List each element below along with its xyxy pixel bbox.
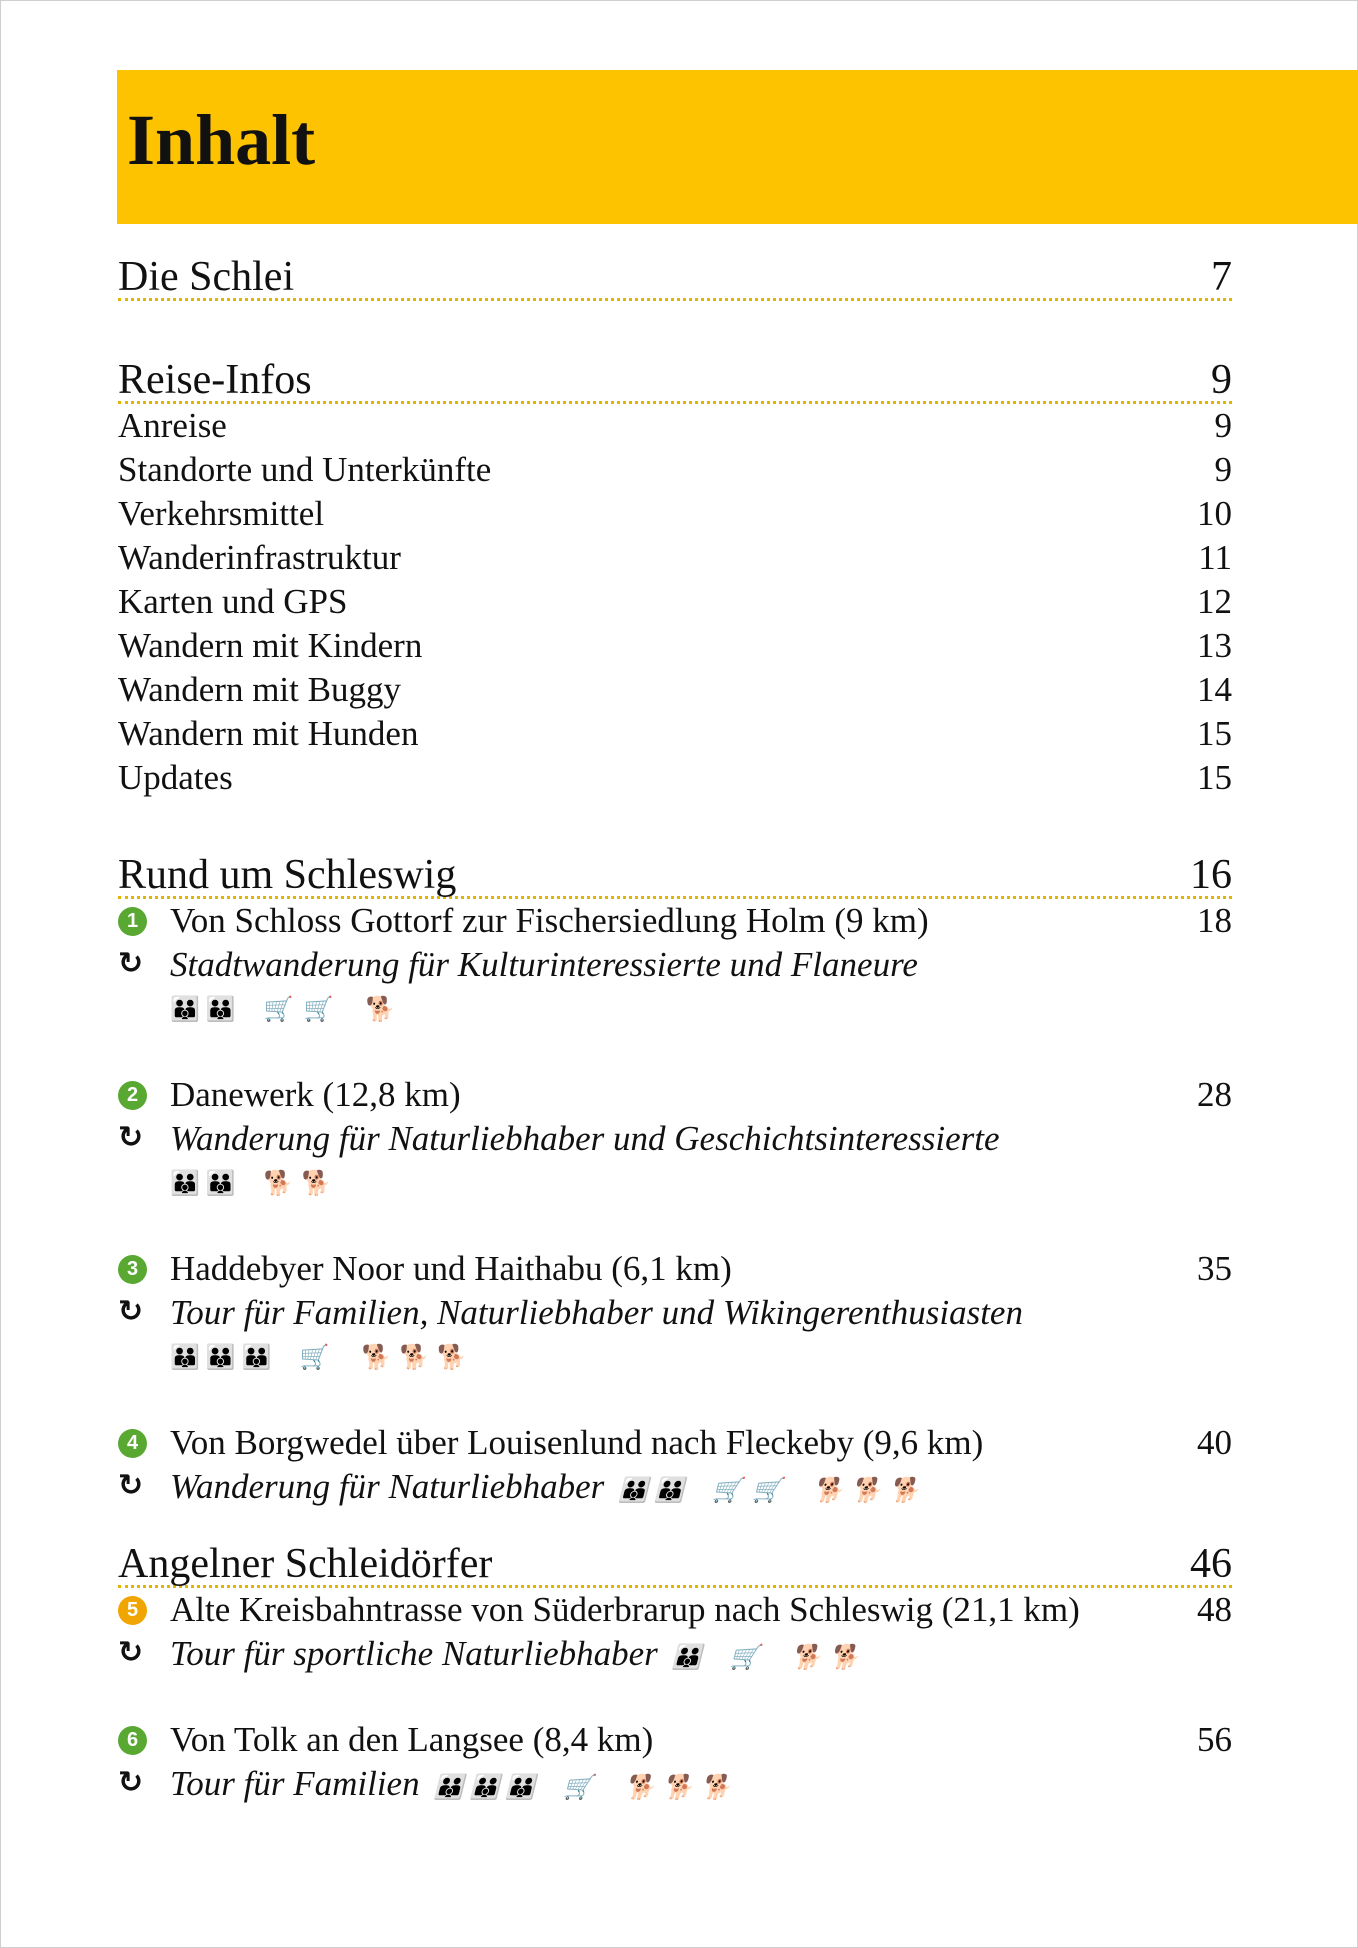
list-item-page: 15 <box>1197 758 1232 797</box>
list-item-page: 13 <box>1197 626 1232 665</box>
buggy-icon: 🛒 <box>751 1475 782 1504</box>
section-label: Reise-Infos <box>118 357 312 403</box>
section-label: Rund um Schleswig <box>118 852 457 898</box>
list-item-page: 14 <box>1197 670 1232 709</box>
tour-entry[interactable] <box>118 1588 1232 1676</box>
tour-number-badge: 4 <box>118 1429 147 1458</box>
title-band <box>117 70 1358 224</box>
family-icon: 👪 <box>505 1772 528 1801</box>
family-icon: 👪 <box>433 1772 456 1801</box>
list-item-label: Wandern mit Buggy <box>118 670 401 709</box>
list-item-page: 9 <box>1214 406 1232 445</box>
section-rund-um-schleswig[interactable] <box>118 838 1232 899</box>
list-item-page: 12 <box>1197 582 1232 621</box>
reise-infos-list <box>118 404 1232 800</box>
tour-description: Tour für Familien 👪 👪 👪 🛒 🐕 🐕 🐕 <box>170 1762 761 1806</box>
tour-page: 18 <box>1197 901 1232 940</box>
tour-title: Haddebyer Noor und Haithabu (6,1 km) <box>170 1249 732 1288</box>
tour-number-badge: 3 <box>118 1255 147 1284</box>
buggy-icon: 🛒 <box>712 1475 742 1504</box>
list-item[interactable] <box>118 624 1232 668</box>
list-item-label: Updates <box>118 758 233 797</box>
list-item-label: Verkehrsmittel <box>118 494 325 533</box>
tour-entry[interactable] <box>118 1421 1232 1509</box>
section-die-schlei[interactable] <box>118 240 1232 301</box>
circular-arrow-icon: ↻ <box>118 1468 144 1503</box>
tour-page: 35 <box>1197 1249 1232 1288</box>
family-icon: 👪 <box>170 1169 192 1197</box>
tour-entry[interactable] <box>118 1718 1232 1806</box>
circular-arrow-icon: ↻ <box>118 1765 144 1800</box>
list-item[interactable] <box>118 536 1232 580</box>
section-page: 9 <box>1211 357 1232 403</box>
dog-icon: 🐕 <box>851 1475 882 1504</box>
tour-icons <box>672 1643 890 1671</box>
dog-icon: 🐕 <box>399 1343 430 1371</box>
buggy-icon: 🛒 <box>303 995 334 1023</box>
tour-icons <box>170 1335 497 1379</box>
tour-page: 48 <box>1197 1590 1232 1629</box>
tour-description: Wanderung für Naturliebhaber und Geschichtsinteressierte <box>170 1119 1000 1158</box>
section-page: 46 <box>1190 1541 1232 1587</box>
tour-title: Danewerk (12,8 km) <box>170 1075 461 1114</box>
tour-icons <box>170 987 425 1031</box>
buggy-icon: 🛒 <box>729 1642 760 1671</box>
dog-icon: 🐕 <box>700 1772 731 1801</box>
list-item[interactable] <box>118 448 1232 492</box>
list-item-label: Wanderinfrastruktur <box>118 538 401 577</box>
list-item-label: Karten und GPS <box>118 582 348 621</box>
section-page: 16 <box>1190 852 1232 898</box>
family-icon: 👪 <box>671 1642 694 1671</box>
section-angelner-schleidoerfer[interactable] <box>118 1527 1232 1588</box>
list-item-label: Standorte und Unterkünfte <box>118 450 492 489</box>
page-title: Inhalt <box>127 100 316 180</box>
dog-icon: 🐕 <box>625 1772 656 1801</box>
tour-title: Von Schloss Gottorf zur Fischersiedlung Holm (9 km) <box>170 901 929 940</box>
dog-icon: 🐕 <box>263 1169 294 1197</box>
tour-description: Tour für Familien, Naturliebhaber und Wikingerenthusiasten <box>170 1293 1023 1332</box>
buggy-icon: 🛒 <box>263 995 294 1023</box>
dog-icon: 🐕 <box>361 1343 392 1371</box>
tour-page: 56 <box>1197 1720 1232 1759</box>
list-item-page: 15 <box>1197 714 1232 753</box>
dog-icon: 🐕 <box>663 1772 693 1801</box>
tour-page: 40 <box>1197 1423 1232 1462</box>
tour-icons <box>618 1476 949 1504</box>
tour-description: Tour für sportliche Naturliebhaber 👪 🛒 🐕 🐕 <box>170 1632 889 1676</box>
tour-description: Stadtwanderung für Kulturinteressierte und Flaneure <box>170 945 918 984</box>
dog-icon: 🐕 <box>889 1475 920 1504</box>
tour-description: Wanderung für Naturliebhaber 👪 👪 🛒 🛒 🐕 🐕 🐕 <box>170 1465 950 1509</box>
family-icon: 👪 <box>205 1169 228 1197</box>
family-icon: 👪 <box>170 1343 192 1371</box>
family-icon: 👪 <box>654 1475 677 1504</box>
dog-icon: 🐕 <box>813 1475 844 1504</box>
family-icon: 👪 <box>205 995 228 1023</box>
table-of-contents <box>118 240 1232 1806</box>
section-label: Angelner Schleidörfer <box>118 1541 493 1587</box>
section-label: Die Schlei <box>118 254 295 300</box>
tour-number-badge: 6 <box>118 1726 147 1755</box>
list-item-page: 9 <box>1214 450 1232 489</box>
list-item[interactable] <box>118 712 1232 756</box>
tour-number-badge: 5 <box>118 1596 147 1625</box>
circular-arrow-icon: ↻ <box>118 1294 144 1329</box>
list-item-label: Anreise <box>118 406 227 445</box>
family-icon: 👪 <box>469 1772 492 1801</box>
buggy-icon: 🛒 <box>563 1772 594 1801</box>
family-icon: 👪 <box>618 1475 641 1504</box>
family-icon: 👪 <box>241 1343 264 1371</box>
circular-arrow-icon: ↻ <box>118 1120 144 1155</box>
tour-entry[interactable] <box>118 1247 1232 1379</box>
list-item-page: 11 <box>1198 538 1232 577</box>
list-item-label: Wandern mit Hunden <box>118 714 419 753</box>
circular-arrow-icon: ↻ <box>118 946 144 981</box>
list-item[interactable] <box>118 492 1232 536</box>
dog-icon: 🐕 <box>791 1642 822 1671</box>
list-item[interactable] <box>118 580 1232 624</box>
list-item[interactable] <box>118 756 1232 800</box>
list-item-label: Wandern mit Kindern <box>118 626 423 665</box>
tour-number-badge: 2 <box>118 1081 147 1110</box>
section-reise-infos[interactable] <box>118 343 1232 404</box>
dog-icon: 🐕 <box>365 995 396 1023</box>
dog-icon: 🐕 <box>829 1642 860 1671</box>
section-page: 7 <box>1211 254 1232 300</box>
family-icon: 👪 <box>205 1343 228 1371</box>
buggy-icon: 🛒 <box>299 1343 330 1371</box>
tour-icons <box>170 1161 362 1205</box>
tour-title: Von Borgwedel über Louisenlund nach Fleckeby (9,6 km) <box>170 1423 984 1462</box>
tour-icons <box>434 1773 761 1801</box>
family-icon: 👪 <box>170 995 192 1023</box>
tour-entry[interactable] <box>118 899 1232 1031</box>
dog-icon: 🐕 <box>437 1343 468 1371</box>
tour-page: 28 <box>1197 1075 1232 1114</box>
list-item[interactable] <box>118 668 1232 712</box>
tour-number-badge: 1 <box>118 907 147 936</box>
tour-title: Alte Kreisbahntrasse von Süderbrarup nach Schleswig (21,1 km) <box>170 1590 1080 1629</box>
list-item-page: 10 <box>1197 494 1232 533</box>
circular-arrow-icon: ↻ <box>118 1635 144 1670</box>
dog-icon: 🐕 <box>301 1169 332 1197</box>
tour-entry[interactable] <box>118 1073 1232 1205</box>
tour-title: Von Tolk an den Langsee (8,4 km) <box>170 1720 654 1759</box>
list-item[interactable] <box>118 404 1232 448</box>
